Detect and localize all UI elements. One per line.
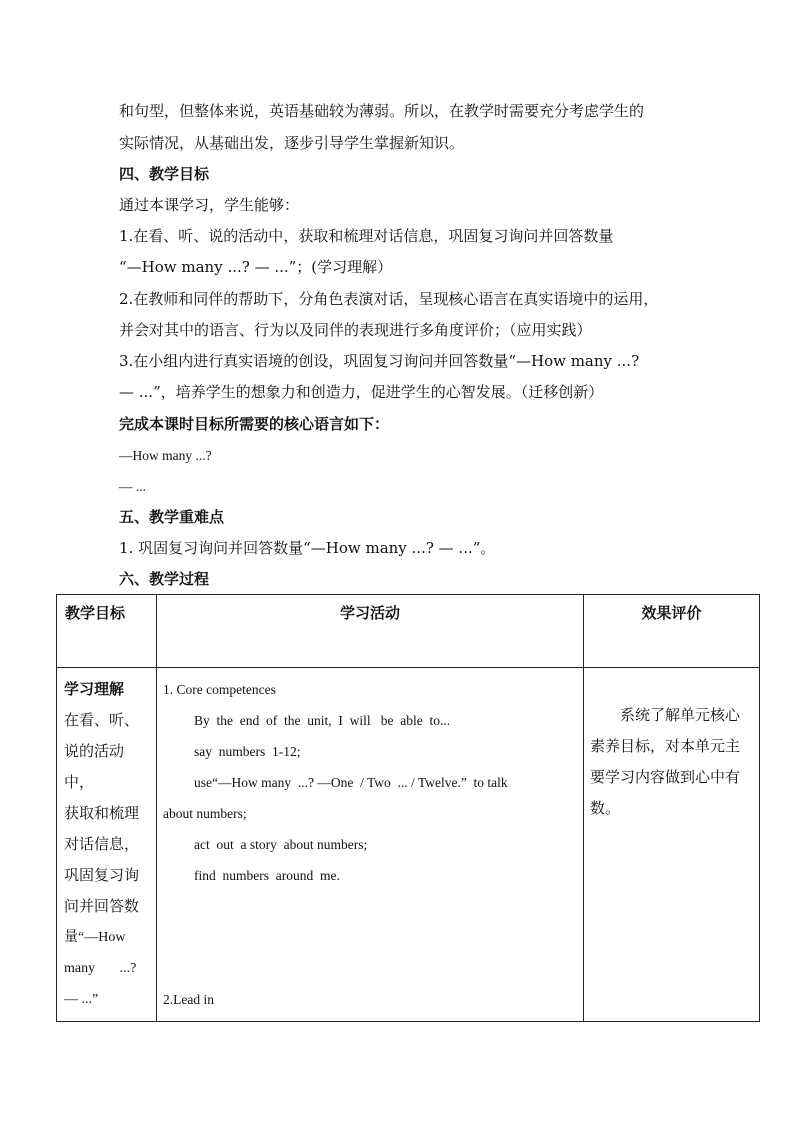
goal3-line-b: — ...”，培养学生的想象力和创造力，促进学生的心智发展。（迁移创新） <box>119 383 604 401</box>
goal3-line-a: 3.在小组内进行真实语境的创设，巩固复习询问并回答数量“—How many ...? <box>119 352 640 370</box>
evaluation-line: 素养目标，对本单元主 <box>590 737 741 755</box>
goal-line: 对话信息， <box>64 835 140 853</box>
activity-line: find numbers around me. <box>194 868 340 883</box>
section4-lead: 通过本课学习，学生能够： <box>119 196 300 214</box>
activity-cell <box>157 668 584 1022</box>
evaluation-line: 系统了解单元核心 <box>590 706 741 724</box>
goal-text <box>64 674 152 1015</box>
teaching-process-table <box>56 594 760 1022</box>
core-language-2: — ... <box>119 479 146 494</box>
intro-line-2: 实际情况，从基础出发，逐步引导学生掌握新知识。 <box>119 134 465 152</box>
header-cell-goal <box>57 595 157 668</box>
activity-text <box>163 674 578 1015</box>
table-row <box>57 668 760 1022</box>
evaluation-line: 要学习内容做到心中有 <box>590 768 741 786</box>
section5-point-1: 1. 巩固复习询问并回答数量“—How many ...? — ...”。 <box>119 539 496 557</box>
header-activity: 学习活动 <box>339 604 400 622</box>
activity-line: use“—How many ...? —One / Two ... / Twelve.” to talk <box>194 775 508 790</box>
intro-line-1: 和句型，但整体来说，英语基础较为薄弱。所以，在教学时需要充分考虑学生的 <box>119 102 645 120</box>
goal-line: 巩固复习询 <box>64 866 140 884</box>
goal-cell <box>57 668 157 1022</box>
goal-line: 获取和梳理 <box>64 804 140 822</box>
activity-line: By the end of the unit, I will be able to... <box>194 713 451 728</box>
header-cell-activity <box>157 595 584 668</box>
goal2-line-b: 并会对其中的语言、行为以及同伴的表现进行多角度评价；（应用实践） <box>119 321 592 339</box>
section4-heading: 四、教学目标 <box>119 165 210 183</box>
activity-line: about numbers; <box>163 806 247 821</box>
header-evaluation: 效果评价 <box>641 604 702 622</box>
header-cell-evaluation <box>584 595 760 668</box>
activity-line: 2.Lead in <box>163 992 214 1007</box>
activity-line: 1. Core competences <box>163 682 276 697</box>
evaluation-text <box>590 700 758 824</box>
goal-line: 说的活动中， <box>64 742 125 791</box>
header-goal: 教学目标 <box>65 604 126 622</box>
activity-line: say numbers 1-12; <box>194 744 301 759</box>
section5-heading: 五、教学重难点 <box>119 508 225 526</box>
activity-line: act out a story about numbers; <box>194 837 368 852</box>
goal-line: 量“—How <box>64 930 126 945</box>
goal2-line-a: 2.在教师和同伴的帮助下，分角色表演对话，呈现核心语言在真实语境中的运用， <box>119 290 659 308</box>
goal-line: many ...? <box>64 961 137 976</box>
core-language-1: —How many ...? <box>119 448 212 463</box>
evaluation-cell <box>584 668 760 1022</box>
goal1-line-a: 1.在看、听、说的活动中，获取和梳理对话信息，巩固复习询问并回答数量 <box>119 227 614 245</box>
core-language-heading: 完成本课时目标所需要的核心语言如下： <box>119 415 390 433</box>
goal-line: 在看、听、 <box>64 711 140 729</box>
goal-line: — ...” <box>64 992 99 1007</box>
goal-title: 学习理解 <box>64 680 125 698</box>
evaluation-line: 数。 <box>590 799 621 817</box>
table-header-row <box>57 595 760 668</box>
section6-heading: 六、教学过程 <box>119 570 210 588</box>
goal1-line-b: “—How many ...? — ...”；(学习理解） <box>119 258 393 276</box>
goal-line: 问并回答数 <box>64 897 140 915</box>
